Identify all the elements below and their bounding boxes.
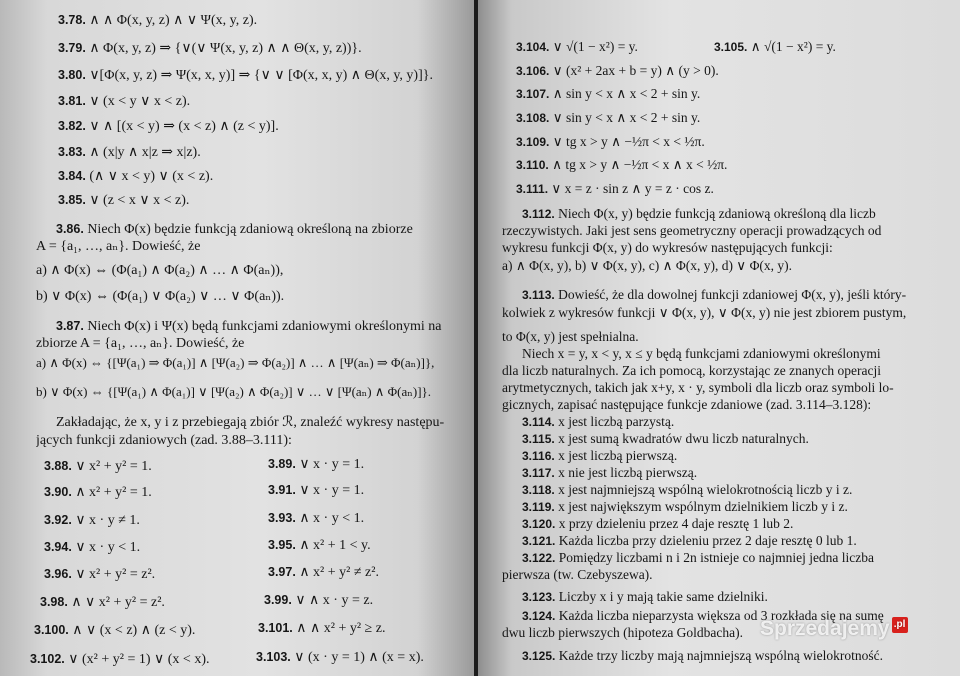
exercise-3-81: 3.81. ∨ (x < y ∨ x < z). xyxy=(58,94,191,109)
exercise-3-79: 3.79. ∧ Φ(x, y, z) ⇒ {∨(∨ Ψ(x, y, z) ∧ ∧ Θ(x, y, z))}. xyxy=(58,41,362,56)
text-line: a) ∧ Φ(x) ⇔ (Φ(a₁) ∧ Φ(a₂) ∧ … ∧ Φ(aₙ)), xyxy=(36,263,284,278)
exercise-3-116: 3.116. x jest liczbą pierwszą. xyxy=(522,448,678,463)
exercise-3-107: 3.107. ∧ sin y < x ∧ x < 2 + sin y. xyxy=(516,86,701,101)
exercise-3-90: 3.90. ∧ x² + y² = 1. xyxy=(44,485,152,500)
watermark-badge: .pl xyxy=(892,617,908,633)
exercise-3-106: 3.106. ∨ (x² + 2ax + b = y) ∧ (y > 0). xyxy=(516,63,719,78)
exercise-3-122: 3.122. Pomiędzy liczbami n i 2n istnieje co najmniej jedna liczba xyxy=(522,550,875,565)
exercise-3-111: 3.111. ∨ x = z · sin z ∧ y = z · cos z. xyxy=(516,181,714,196)
exercise-3-102: 3.102. ∨ (x² + y² = 1) ∨ (x < x). xyxy=(30,652,210,667)
text-line: b) ∨ Φ(x) ⇔ (Φ(a₁) ∨ Φ(a₂) ∨ … ∨ Φ(aₙ)). xyxy=(36,289,285,304)
exercise-3-78: 3.78. ∧ ∧ Φ(x, y, z) ∧ ∨ Ψ(x, y, z). xyxy=(58,13,258,28)
left-page xyxy=(0,0,474,676)
exercise-3-94: 3.94. ∨ x · y < 1. xyxy=(44,540,141,555)
exercise-3-99: 3.99. ∨ ∧ x · y = z. xyxy=(264,593,374,608)
exercise-3-109: 3.109. ∨ tg x > y ∧ −½π < x < ½π. xyxy=(516,134,705,149)
text-line: gicznych, zapisać następujące funkcje zdaniowe (zad. 3.114–3.128): xyxy=(502,397,872,412)
exercise-3-89: 3.89. ∨ x · y = 1. xyxy=(268,457,365,472)
exercise-3-84: 3.84. (∧ ∨ x < y) ∨ (x < z). xyxy=(58,169,214,184)
exercise-3-125: 3.125. Każde trzy liczby mają najmniejszą wspólną wielokrotność. xyxy=(522,648,884,663)
exercise-3-123: 3.123. Liczby x i y mają takie same dzielniki. xyxy=(522,589,768,604)
exercise-3-103: 3.103. ∨ (x · y = 1) ∧ (x = x). xyxy=(256,650,424,665)
exercise-3-83: 3.83. ∧ (x|y ∧ x|z ⇒ x|z). xyxy=(58,145,201,160)
exercise-3-86: 3.86. Niech Φ(x) będzie funkcją zdaniową określoną na zbiorze xyxy=(56,222,413,237)
exercise-3-80: 3.80. ∨[Φ(x, y, z) ⇒ Ψ(x, x, y)] ⇒ {∨ ∨ [Φ(x, x, y) ∧ Θ(x, y, y)]}. xyxy=(58,68,433,83)
exercise-3-121: 3.121. Każda liczba przy dzieleniu przez 2 daje resztę 0 lub 1. xyxy=(522,533,857,548)
exercise-3-96: 3.96. ∨ x² + y² = z². xyxy=(44,567,156,582)
exercise-3-91: 3.91. ∨ x · y = 1. xyxy=(268,483,365,498)
exercise-3-93: 3.93. ∧ x · y < 1. xyxy=(268,511,365,526)
exercise-3-101: 3.101. ∧ ∧ x² + y² ≥ z. xyxy=(258,621,386,636)
exercise-3-110: 3.110. ∧ tg x > y ∧ −½π < x ∧ x < ½π. xyxy=(516,157,728,172)
text-line: Niech x = y, x < y, x ≤ y będą funkcjami zdaniowymi określonymi xyxy=(522,346,881,361)
text-line: pierwsza (tw. Czebyszewa). xyxy=(502,567,653,582)
text-line: zbiorze A = {a₁, …, aₙ}. Dowieść, że xyxy=(36,336,245,351)
exercise-3-105: 3.105. ∧ √(1 − x²) = y. xyxy=(714,39,836,54)
text-line: rzeczywistych. Jaki jest sens geometryczny operacji prowadzących od xyxy=(502,223,882,238)
exercise-3-95: 3.95. ∧ x² + 1 < y. xyxy=(268,538,371,553)
exercise-3-118: 3.118. x jest najmniejszą wspólną wielokrotnością liczb y i z. xyxy=(522,482,853,497)
text-line: dwu liczb pierwszych (hipoteza Goldbacha). xyxy=(502,625,744,640)
exercise-3-87: 3.87. Niech Φ(x) i Ψ(x) będą funkcjami zdaniowymi określonymi na xyxy=(56,319,442,334)
text-line: A = {a₁, …, aₙ}. Dowieść, że xyxy=(36,239,201,254)
text-line: Zakładając, że x, y i z przebiegają zbiór ℛ, znaleźć wykresy następu- xyxy=(56,415,445,430)
exercise-3-104: 3.104. ∨ √(1 − x²) = y. xyxy=(516,39,638,54)
exercise-3-120: 3.120. x przy dzieleniu przez 4 daje resztę 1 lub 2. xyxy=(522,516,794,531)
text-line: dla liczb naturalnych. Za ich pomocą, korzystając ze znanych operacji xyxy=(502,363,881,378)
exercise-3-98: 3.98. ∧ ∨ x² + y² = z². xyxy=(40,595,165,610)
exercise-3-100: 3.100. ∧ ∨ (x < z) ∧ (z < y). xyxy=(34,623,196,638)
exercise-3-124: 3.124. Każda liczba nieparzysta większa od 3 rozkłada się na sumę xyxy=(522,608,884,623)
exercise-3-97: 3.97. ∧ x² + y² ≠ z². xyxy=(268,565,379,580)
exercise-3-112: 3.112. Niech Φ(x, y) będzie funkcją zdaniową określoną dla liczb xyxy=(522,206,876,221)
exercise-3-92: 3.92. ∨ x · y ≠ 1. xyxy=(44,513,140,528)
text-line: kolwiek z wykresów funkcji ∨ Φ(x, y), ∨ Φ(x, y) nie jest zbiorem pustym, xyxy=(502,305,907,320)
text-line: arytmetycznych, takich jak x+y, x · y, symboli dla liczb oraz symboli lo- xyxy=(502,380,894,395)
exercise-3-108: 3.108. ∨ sin y < x ∧ x < 2 + sin y. xyxy=(516,110,701,125)
right-page xyxy=(478,0,960,676)
exercise-3-119: 3.119. x jest największym wspólnym dzielnikiem liczb y i z. xyxy=(522,499,848,514)
text-line: a) ∧ Φ(x, y), b) ∨ Φ(x, y), c) ∧ Φ(x, y), d) ∨ Φ(x, y). xyxy=(502,258,793,273)
text-line: to Φ(x, y) jest spełnialna. xyxy=(502,329,639,344)
exercise-3-85: 3.85. ∨ (z < x ∨ x < z). xyxy=(58,193,190,208)
watermark: Sprzedajemy .pl xyxy=(760,617,950,651)
text-line: wykresu funkcji Φ(x, y) do wykresów następujących funkcji: xyxy=(502,240,833,255)
text-line: a) ∧ Φ(x) ⇔ {[Ψ(a₁) ⇒ Φ(a₁)] ∧ [Ψ(a₂) ⇒ Φ(a₂)] ∧ … ∧ [Ψ(aₙ) ⇒ Φ(aₙ)]}, xyxy=(36,355,435,370)
exercise-3-82: 3.82. ∨ ∧ [(x < y) ⇒ (x < z) ∧ (z < y)]. xyxy=(58,119,279,134)
exercise-3-113: 3.113. Dowieść, że dla dowolnej funkcji zdaniowej Φ(x, y), jeśli który- xyxy=(522,287,907,302)
exercise-3-114: 3.114. x jest liczbą parzystą. xyxy=(522,414,675,429)
text-line: b) ∨ Φ(x) ⇔ {[Ψ(a₁) ∧ Φ(a₁)] ∨ [Ψ(a₂) ∧ Φ(a₂)] ∨ … ∨ [Ψ(aₙ) ∧ Φ(aₙ)]}. xyxy=(36,384,432,399)
text-line: jących funkcji zdaniowych (zad. 3.88–3.111): xyxy=(36,433,292,448)
exercise-3-117: 3.117. x nie jest liczbą pierwszą. xyxy=(522,465,698,480)
exercise-3-88: 3.88. ∨ x² + y² = 1. xyxy=(44,459,152,474)
exercise-3-115: 3.115. x jest sumą kwadratów dwu liczb naturalnych. xyxy=(522,431,809,446)
